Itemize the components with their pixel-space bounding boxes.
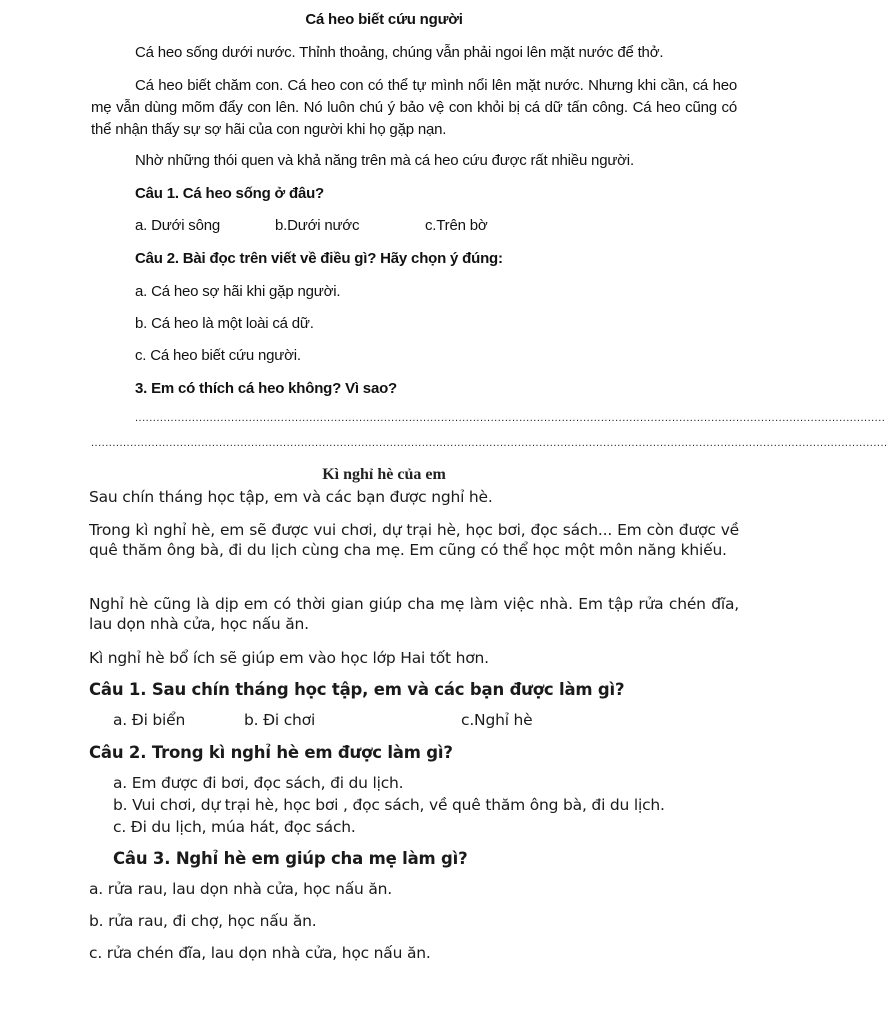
question-2: Câu 2. Trong kì nghỉ hè em được làm gì?	[89, 743, 453, 762]
passage-title: Kì nghỉ hè của em	[322, 466, 446, 483]
option-b: b. Vui chơi, dự trại hè, học bơi , đọc sách, về quê thăm ông bà, đi du lịch.	[113, 796, 665, 814]
question-1: Câu 1. Cá heo sống ở đâu?	[135, 185, 325, 202]
option-c: c. Cá heo biết cứu người.	[135, 347, 301, 364]
paragraph: Nghỉ hè cũng là dịp em có thời gian giúp cha mẹ làm việc nhà. Em tập rửa chén đĩa, lau dọn nhà cửa, học nấu ăn.	[89, 595, 739, 633]
option-a: a. Dưới sông	[135, 217, 221, 234]
paragraph: Sau chín tháng học tập, em và các bạn được nghỉ hè.	[89, 488, 493, 506]
option-a: a. Em được đi bơi, đọc sách, đi du lịch.	[113, 774, 404, 792]
option-a: a. Cá heo sợ hãi khi gặp người.	[135, 283, 341, 300]
question-3: 3. Em có thích cá heo không? Vì sao?	[135, 380, 398, 397]
paragraph: Nhờ những thói quen và khả năng trên mà cá heo cứu được rất nhiều người.	[135, 152, 634, 169]
question-3: Câu 3. Nghỉ hè em giúp cha mẹ làm gì?	[113, 849, 468, 868]
option-c: c. Đi du lịch, múa hát, đọc sách.	[113, 818, 356, 836]
option-c: c.Trên bờ	[425, 217, 488, 234]
paragraph: Trong kì nghỉ hè, em sẽ được vui chơi, dự trại hè, học bơi, đọc sách... Em còn được về quê thăm ông bà, đi du lịch cùng cha mẹ. Em cũng có thể học một môn năng khiếu.	[89, 521, 739, 559]
paragraph: Kì nghỉ hè bổ ích sẽ giúp em vào học lớp Hai tốt hơn.	[89, 649, 489, 667]
option-c: c. rửa chén đĩa, lau dọn nhà cửa, học nấu ăn.	[89, 944, 431, 962]
question-1: Câu 1. Sau chín tháng học tập, em và các bạn được làm gì?	[89, 680, 625, 699]
option-b: b.Dưới nước	[275, 217, 360, 234]
option-c: c.Nghỉ hè	[461, 711, 533, 729]
answer-line: ...................................................................................................................................................................................................................	[135, 412, 886, 424]
paragraph: Cá heo biết chăm con. Cá heo con có thể tự mình nổi lên mặt nước. Nhưng khi cần, cá heo mẹ vẫn dùng mõm đẩy con lên. Nó luôn chú ý bảo vệ con khỏi bị cá dữ tấn công. Cá heo cũng có thể nhận thấy sự sợ hãi của con người khi họ gặp nạn.	[91, 77, 737, 138]
question-2: Câu 2. Bài đọc trên viết về điều gì? Hãy chọn ý đúng:	[135, 250, 503, 267]
option-b: b. Đi chơi	[244, 711, 316, 729]
option-b: b. rửa rau, đi chợ, học nấu ăn.	[89, 912, 317, 930]
option-b: b. Cá heo là một loài cá dữ.	[135, 315, 314, 332]
passage-title: Cá heo biết cứu người	[305, 11, 463, 28]
answer-line: ................................................................................................................................................................................................................................	[91, 437, 888, 449]
option-a: a. Đi biển	[113, 711, 186, 729]
option-a: a. rửa rau, lau dọn nhà cửa, học nấu ăn.	[89, 880, 392, 898]
paragraph: Cá heo sống dưới nước. Thỉnh thoảng, chúng vẫn phải ngoi lên mặt nước để thở.	[135, 44, 664, 61]
